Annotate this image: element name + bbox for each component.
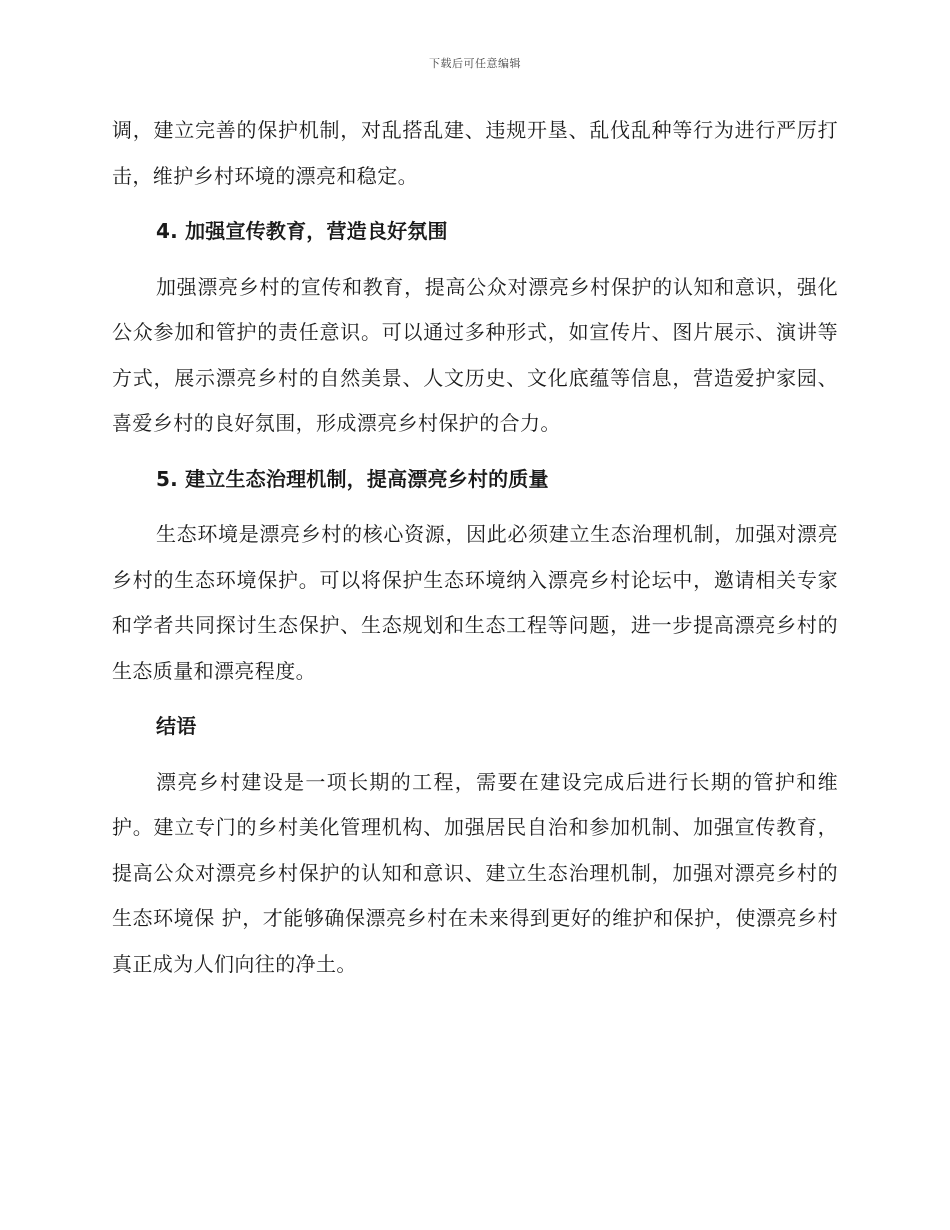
document-body: [112, 108, 838, 987]
conclusion-heading: 结语: [156, 714, 197, 738]
section-5-heading: 5. 建立生态治理机制，提高漂亮乡村的质量: [156, 466, 549, 491]
section-4-paragraph: 加强漂亮乡村的宣传和教育，提高公众对漂亮乡村保护的认知和意识，强化公众参加和管护的责任意识。可以通过多种形式，如宣传片、图片展示、演讲等方式，展示漂亮乡村的自然美景、人文历史、文化底蕴等信息，营造爱护家园、喜爱乡村的良好氛围，形成漂亮乡村保护的合力。: [112, 274, 838, 435]
conclusion-paragraph: 漂亮乡村建设是一项长期的工程，需要在建设完成后进行长期的管护和维护。建立专门的乡村美化管理机构、加强居民自治和参加机制、加强宣传教育，提高公众对漂亮乡村保护的认知和意识、建立生态治理机制，加强对漂亮乡村的生态环境保 护，才能够确保漂亮乡村在未来得到更好的维护和保护，使漂亮乡村真正成为人们向往的净土。: [112, 769, 838, 976]
header-note: 下载后可任意编辑: [429, 57, 521, 70]
intro-paragraph: 调，建立完善的保护机制，对乱搭乱建、违规开垦、乱伐乱种等行为进行严厉打击，维护乡村环境的漂亮和稳定。: [112, 118, 838, 188]
section-4-heading: 4. 加强宣传教育，营造良好氛围: [156, 219, 448, 243]
section-5-paragraph: 生态环境是漂亮乡村的核心资源，因此必须建立生态治理机制，加强对漂亮乡村的生态环境保护。可以将保护生态环境纳入漂亮乡村论坛中，邀请相关专家和学者共同探讨生态保护、生态规划和生态工程等问题，进一步提高漂亮乡村的生态质量和漂亮程度。: [112, 522, 838, 683]
